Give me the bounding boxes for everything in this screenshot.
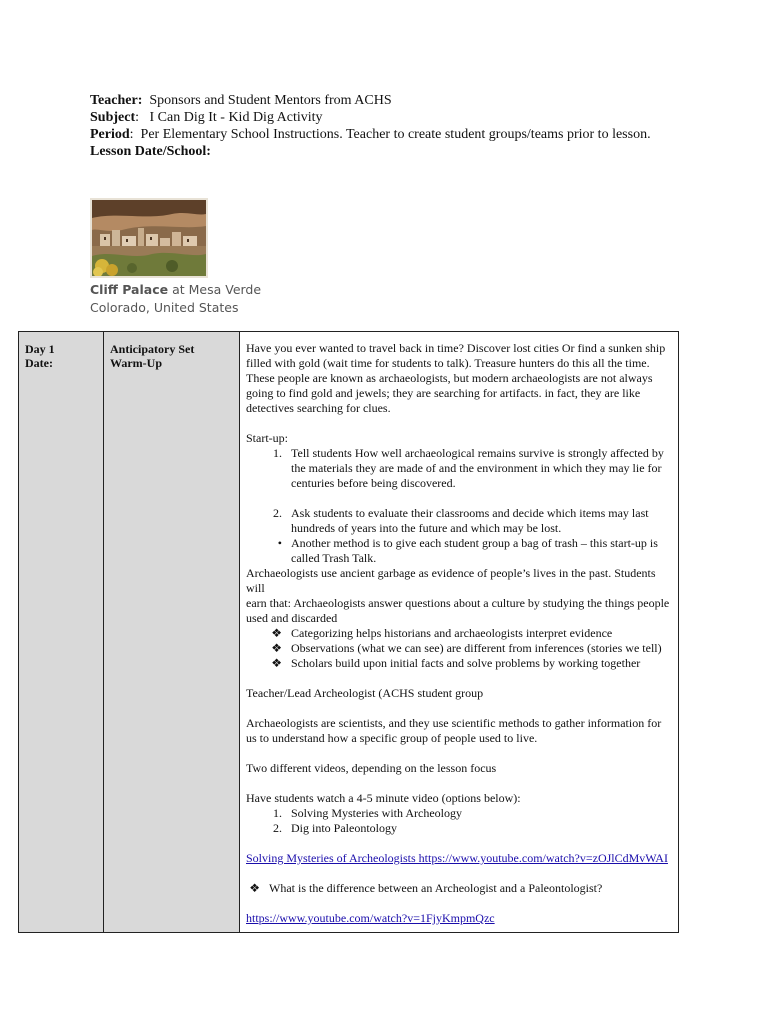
point-item (246, 641, 672, 656)
garbage-line-1: Archaeologists use ancient garbage as evidence of people’s lives in the past. Students will (246, 566, 656, 595)
watch-text: Have students watch a 4-5 minute video (options below): (246, 791, 521, 805)
teacher-row (90, 92, 690, 109)
point-text: Categorizing helps historians and archaeologists interpret evidence (291, 626, 613, 640)
video-item (246, 806, 672, 821)
question-text: What is the difference between an Archeologist and a Paleontologist? (269, 881, 603, 895)
photo-caption (90, 281, 290, 317)
caption-line-1 (90, 281, 290, 299)
video-title: Dig into Paleontology (291, 821, 397, 835)
lesson-table (18, 331, 679, 933)
video-link-archeology[interactable]: Solving Mysteries of Archeologists https://www.youtube.com/watch?v=zOJlCdMvWAI (246, 851, 668, 865)
bullet-icon: • (277, 536, 282, 550)
garbage-line-2: earn that: Archaeologists answer questions about a culture by studying the things people used and discarded (246, 596, 670, 625)
date-label: Lesson Date/School: (90, 144, 211, 159)
subject-label: Subject (90, 110, 136, 125)
cliff-palace-photo (90, 198, 208, 278)
period-value: Per Elementary School Instructions. Teacher to create student groups/teams prior to lesson. (140, 127, 651, 142)
section-title: Anticipatory Set (110, 342, 195, 356)
startup-item (246, 506, 672, 536)
list-marker: 1. (273, 806, 282, 820)
period-row: Period: Per Elementary School Instructions. Teacher to create student groups/teams prior to lesson. (90, 127, 651, 142)
diamond-bullet-icon: ❖ (271, 626, 282, 640)
subject-row: Subject: I Can Dig It - Kid Dig Activity (90, 110, 323, 125)
list-item-text: Tell students How well archaeological remains survive is strongly affected by the materials they are made of and the environment in which they may lie for centuries before being discovered. (291, 446, 664, 490)
list-marker: 2. (273, 506, 282, 520)
teacher-label: Teacher: (90, 93, 143, 108)
diamond-bullet-icon: ❖ (271, 656, 282, 670)
intro-paragraph: Have you ever wanted to travel back in time? Discover lost cities Or find a sunken ship filled with gold (wait time for students to talk). Treasure hunters do this all the time. These people are known as archaeologists, but modern archaeologists are not always going to find gold and jewels; they are searching for artifacts. in fact, they are like detectives searching for clues. (246, 341, 666, 415)
videos-text: Two different videos, depending on the lesson focus (246, 761, 497, 775)
day-cell (19, 332, 104, 933)
startup-item (246, 446, 672, 491)
content-cell (240, 332, 679, 933)
caption-rest: at Mesa Verde (172, 282, 262, 297)
caption-line-2: Colorado, United States (90, 300, 239, 315)
diamond-bullet-icon: ❖ (249, 881, 260, 895)
list-marker: 1. (273, 446, 282, 460)
subject-value: I Can Dig It - Kid Dig Activity (149, 110, 323, 125)
cliff-dwelling-image (92, 200, 206, 276)
scientists-text: Archaeologists are scientists, and they use scientific methods to gather information for us to understand how a specific group of people used to live. (246, 716, 662, 745)
lesson-row-day1 (19, 332, 679, 933)
section-subtitle: Warm-Up (110, 356, 162, 370)
video-item (246, 821, 672, 836)
startup-label: Start-up: (246, 431, 288, 445)
list-marker: 2. (273, 821, 282, 835)
video-link-paleontology[interactable]: https://www.youtube.com/watch?v=1FjyKmpmQzc (246, 911, 495, 925)
date-row (90, 143, 690, 160)
list-item-text: Another method is to give each student group a bag of trash – this start-up is called Trash Talk. (291, 536, 658, 565)
teacher-value: Sponsors and Student Mentors from ACHS (149, 93, 392, 108)
section-cell (104, 332, 240, 933)
period-label: Period (90, 127, 130, 142)
point-item (246, 656, 672, 671)
point-text: Scholars build upon initial facts and solve problems by working together (291, 656, 641, 670)
date-cell-label: Date: (25, 356, 53, 370)
lead-text: Teacher/Lead Archeologist (ACHS student group (246, 686, 484, 700)
question-item (246, 881, 672, 896)
diamond-bullet-icon: ❖ (271, 641, 282, 655)
list-item-text: Ask students to evaluate their classrooms and decide which items may last hundreds of years into the future and which may be lost. (291, 506, 649, 535)
point-text: Observations (what we can see) are different from inferences (stories we tell) (291, 641, 662, 655)
point-item (246, 626, 672, 641)
caption-bold: Cliff Palace (90, 282, 169, 297)
lesson-header (90, 92, 690, 160)
video-title: Solving Mysteries with Archeology (291, 806, 462, 820)
day-label: Day 1 (25, 342, 55, 356)
startup-item (246, 536, 672, 566)
